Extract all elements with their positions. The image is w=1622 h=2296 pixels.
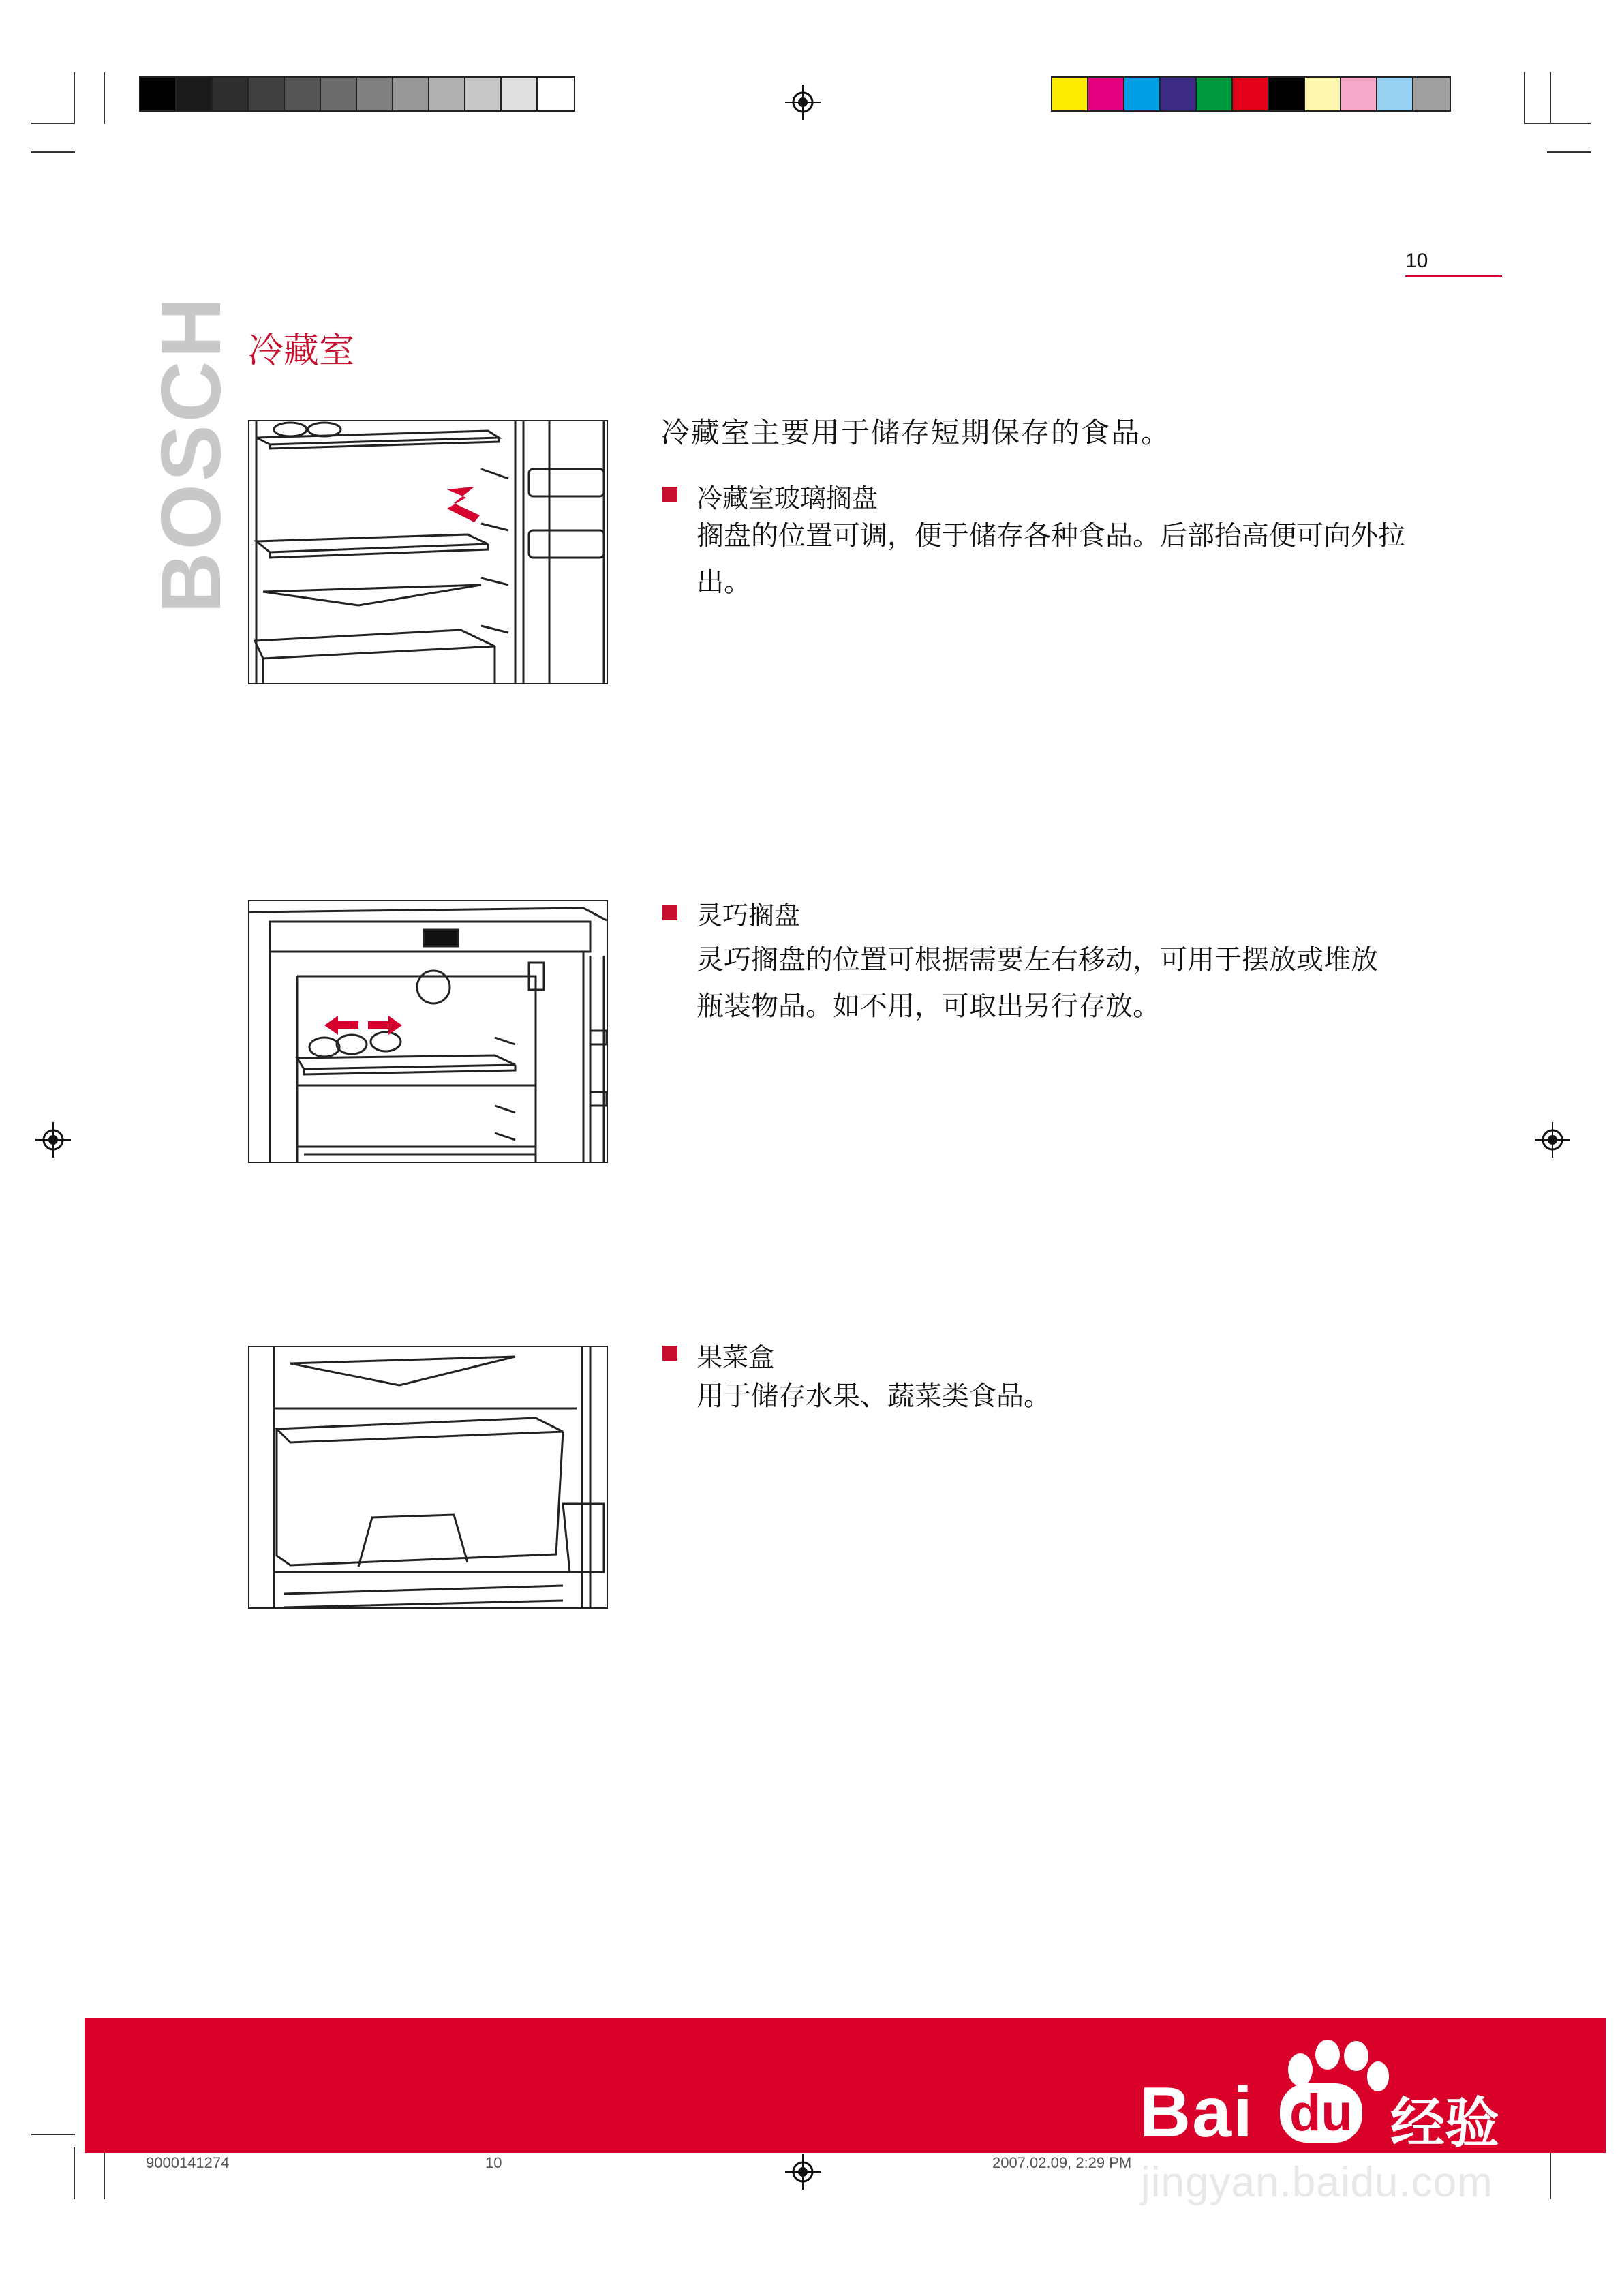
color-swatch [249,78,285,110]
color-swatch [1413,78,1450,110]
baidu-url: jingyan.baidu.com [1141,2159,1493,2206]
item-title: 冷藏室玻璃搁盘 [697,483,878,513]
bullet-marker [662,1346,677,1361]
item-description-line: 搁盘的位置可调，便于储存各种食品。后部抬高便可向外拉 [697,520,1405,552]
glass-shelf-figure [248,420,608,684]
color-swatch [1341,78,1377,110]
color-swatch [1161,78,1197,110]
footer-page-number: 10 [485,2154,502,2171]
page-number-rule [1405,275,1502,277]
gray-swatch-strip [139,76,575,112]
item-description [697,937,1433,1029]
item-description [697,513,1433,605]
brand-logo-vertical: BOSCH [144,294,239,614]
registration-mark-icon [35,1122,71,1158]
crop-mark [31,2134,75,2135]
color-swatch [285,78,321,110]
item-description-line: 灵巧搁盘的位置可根据需要左右移动，可用于摆放或堆放 [697,944,1378,976]
crisper-drawer-figure [248,1346,608,1609]
bullet-marker [662,487,677,502]
item-description-line: 用于储存水果、蔬菜类食品。 [697,1380,1051,1412]
crop-mark [1525,123,1591,124]
baidu-du-text: du [1280,2083,1362,2143]
flexible-shelf-figure [248,900,608,1163]
color-swatch [1377,78,1413,110]
color-swatch [177,78,213,110]
registration-mark-icon [785,85,821,120]
registration-mark-icon [1535,1122,1570,1158]
color-swatch [1197,78,1233,110]
intro-text: 冷藏室主要用于储存短期保存的食品。 [661,416,1172,449]
color-swatch [1269,78,1305,110]
crop-mark [31,151,75,153]
baidu-bai: Bai [1139,2073,1254,2152]
baidu-jingyan-text: 经验 [1390,2091,1499,2155]
color-swatch [140,78,177,110]
item-title: 果菜盒 [697,1342,775,1372]
item-description-line: 瓶装物品。如不用，可取出另行存放。 [697,991,1160,1022]
item-description [697,1373,1433,1419]
doc-code: 9000141274 [146,2154,230,2171]
crop-mark [1550,2147,1551,2199]
color-swatch [1305,78,1341,110]
color-swatch [1124,78,1161,110]
crop-mark [1547,151,1591,153]
bullet-marker [662,905,677,920]
crop-mark [74,72,75,124]
color-swatch [1088,78,1124,110]
page-number: 10 [1405,250,1428,272]
color-swatch [1233,78,1269,110]
crop-mark [104,72,105,124]
item-description-line: 出。 [697,567,751,598]
crop-mark [31,123,75,124]
color-swatch [538,78,574,110]
color-swatch [502,78,538,110]
color-swatch [357,78,393,110]
footer-timestamp: 2007.02.09, 2:29 PM [992,2154,1132,2171]
color-swatch [429,78,465,110]
color-swatch [1052,78,1088,110]
color-swatch-strip [1051,76,1451,112]
color-swatch [393,78,429,110]
color-swatch [465,78,502,110]
item-title: 灵巧搁盘 [697,901,801,931]
crop-mark [104,2147,105,2199]
registration-mark-icon [785,2154,821,2190]
baidu-logo-text [1139,2072,1254,2154]
section-title: 冷藏室 [248,331,355,372]
crop-mark [1524,72,1525,124]
crop-mark [74,2147,75,2199]
color-swatch [213,78,249,110]
color-swatch [321,78,357,110]
crop-mark [1550,72,1551,124]
